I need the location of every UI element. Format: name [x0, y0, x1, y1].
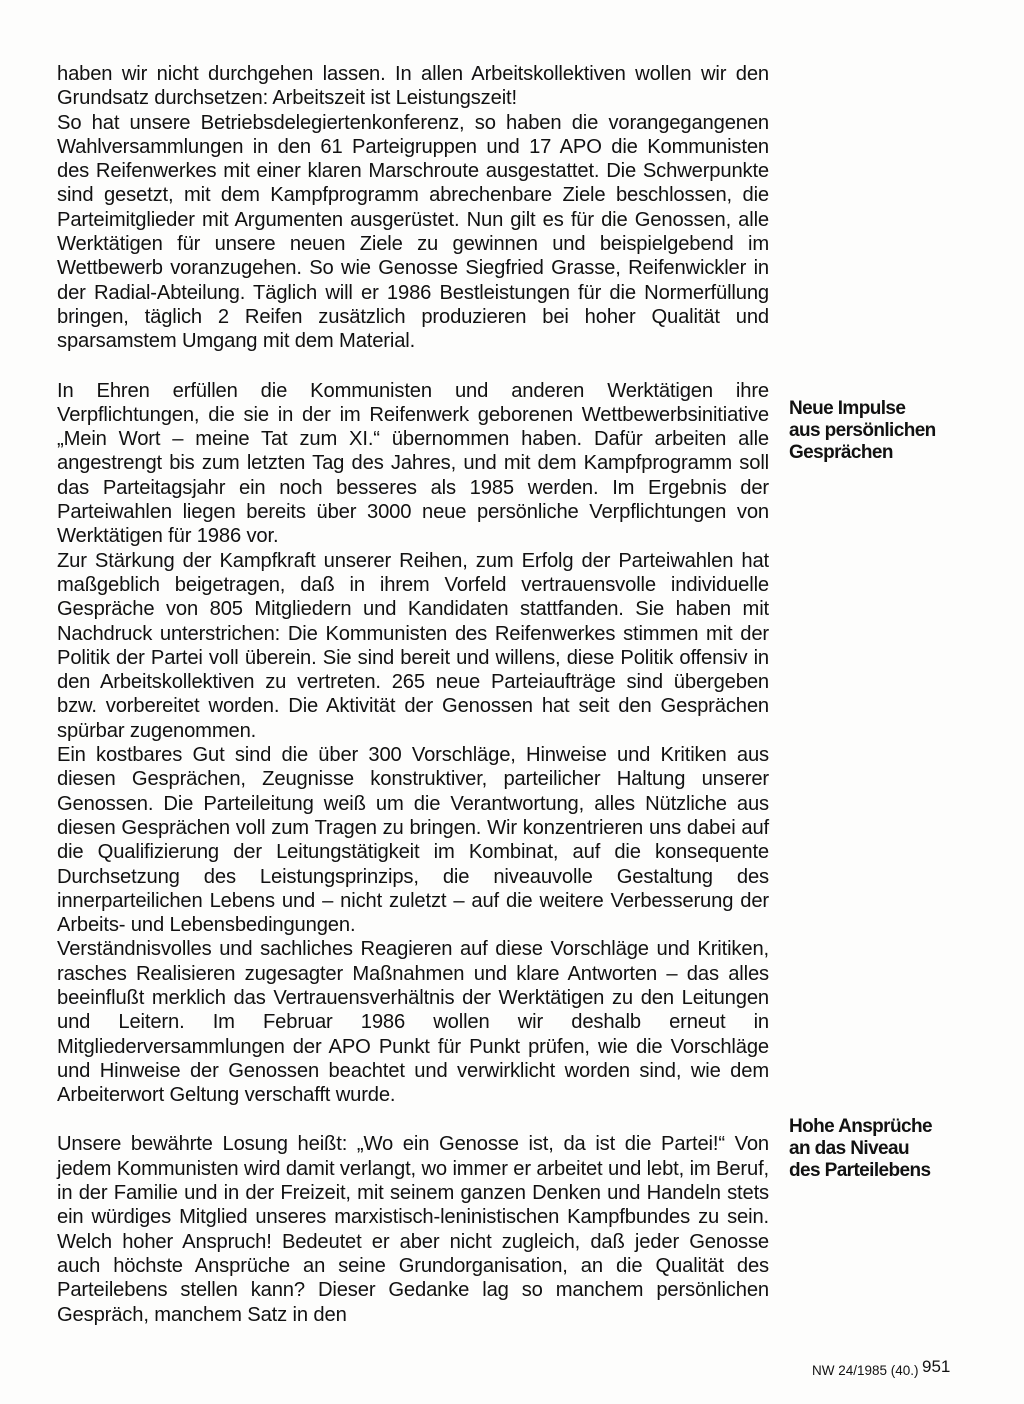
main-text-column [57, 62, 769, 1327]
paragraph: Verständnisvolles und sachliches Reagieren auf diese Vorschläge und Kritiken, rasches Realisieren zugesagter Maßnahmen und klare Antworten – das alles beeinflußt merklich das Vertrauensverhältnis der Werktätigen zu den Leitungen und Leitern. Im Februar 1986 wollen wir deshalb erneut in Mitgliederversammlungen der APO Punkt für Punkt prüfen, wie die Vorschläge und Hinweise der Genossen beachtet und verwirklicht worden sind, wie dem Arbeiterwort Geltung verschafft wurde. [57, 938, 769, 1107]
journal-reference: NW 24/1985 (40.) [812, 1363, 919, 1378]
side-heading: Neue Impulse aus persönlichen Gesprächen [789, 398, 936, 463]
paragraph: Unsere bewährte Losung heißt: „Wo ein Genosse ist, da ist die Partei!“ Von jedem Kommunisten wird damit verlangt, wo immer er arbeitet und lebt, im Beruf, in der Familie und in der Freizeit, mit seinem ganzen Denken und Handeln stets ein würdiges Mitglied unseres marxistisch-leninistischen Kampfbundes zu sein. Welch hoher Anspruch! Bedeutet er aber nicht zugleich, daß jeder Genosse auch höchste Ansprüche an seine Grundorganisation, an die Qualität des Parteilebens stellen kann? Dieser Gedanke lag so manchem persönlichen Gespräch, manchem Satz in den [57, 1133, 769, 1326]
section-gap [57, 1107, 769, 1132]
section-gap [57, 354, 769, 379]
paragraph: haben wir nicht durchgehen lassen. In allen Arbeitskollektiven wollen wir den Grundsatz durchsetzen: Arbeitszeit ist Leistungszeit! [57, 63, 769, 110]
page-number: 951 [922, 1357, 951, 1376]
paragraph: So hat unsere Betriebsdelegiertenkonferenz, so haben die vorangegangenen Wahlversammlungen in den 61 Parteigruppen und 17 APO die Kommunisten des Reifenwerkes mit einer klaren Marschroute ausgestattet. Die Schwerpunkte sind gesetzt, mit dem Kampfprogramm abrechenbare Ziele beschlossen, die Parteimitglieder mit Argumenten ausgerüstet. Nun gilt es für die Genossen, alle Werktätigen für unsere neuen Ziele zu gewinnen und beispielgebend im Wettbewerb voranzugehen. So wie Genosse Siegfried Grasse, Reifenwickler in der Radial-Abteilung. Täglich will er 1986 Bestleistungen für die Normerfüllung bringen, täglich 2 Reifen zusätzlich produzieren bei hoher Qualität und sparsamstem Umgang mit dem Material. [57, 111, 769, 353]
paragraph: Zur Stärkung der Kampfkraft unserer Reihen, zum Erfolg der Parteiwahlen hat maßgeblich beigetragen, daß in ihrem Vorfeld vertrauensvolle individuelle Gespräche von 805 Mitgliedern und Kandidaten stattfanden. Sie haben mit Nachdruck unterstrichen: Die Kommunisten des Reifenwerkes stimmen mit der Politik der Partei voll überein. Sie sind bereit und willens, diese Politik offensiv in den Arbeitskollektiven zu vertreten. 265 neue Parteiaufträge sind übergeben bzw. vorbereitet worden. Die Aktivität der Genossen hat seit den Gesprächen spürbar zugenommen. [57, 549, 769, 742]
paragraph: Ein kostbares Gut sind die über 300 Vorschläge, Hinweise und Kritiken aus diesen Gesprächen, Zeugnisse konstruktiver, parteilicher Haltung unserer Genossen. Die Parteileitung weiß um die Verantwortung, alles Nützliche aus diesen Gesprächen voll zum Tragen zu bringen. Wir konzentrieren uns dabei auf die Qualifizierung der Leitungstätigkeit im Kombinat, auf die konsequente Durchsetzung des Leistungsprinzips, die niveauvolle Gestaltung des innerparteilichen Lebens und – nicht zuletzt – auf die weitere Verbesserung der Arbeits- und Lebensbedingungen. [57, 744, 769, 937]
paragraph: In Ehren erfüllen die Kommunisten und anderen Werktätigen ihre Verpflichtungen, die sie in der im Reifenwerk geborenen Wettbewerbsinitiative „Mein Wort – meine Tat zum XI.“ übernommen haben. Dafür arbeiten alle angestrengt bis zum letzten Tag des Jahres, und mit dem Kampfprogramm soll das Parteitagsjahr ein noch besseres als 1985 werden. Im Ergebnis der Parteiwahlen liegen bereits über 3000 neue persönliche Verpflichtungen von Werktätigen für 1986 vor. [57, 379, 769, 548]
side-heading: Hohe Ansprüche an das Niveau des Parteilebens [789, 1116, 932, 1181]
